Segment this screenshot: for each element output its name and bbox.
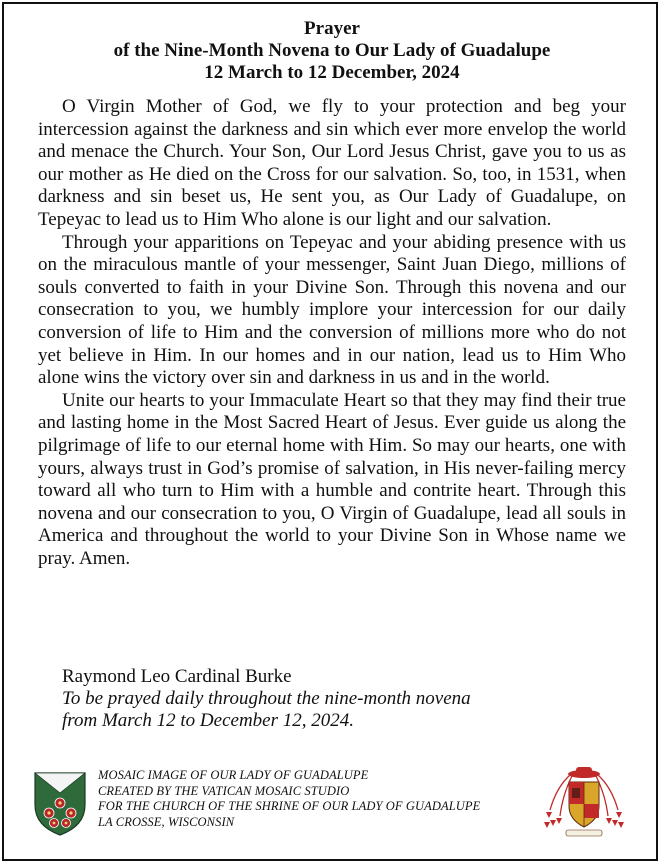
credit-line-3: FOR THE CHURCH OF THE SHRINE OF OUR LADY OF GUADALUPE	[98, 799, 481, 813]
credit-line-4: LA CROSSE, WISCONSIN	[98, 814, 235, 829]
credit-line-1: MOSAIC IMAGE OF OUR LADY OF GUADALUPE	[98, 768, 369, 782]
title-line-3: 12 March to 12 December, 2024	[204, 62, 460, 83]
credits-block	[98, 768, 538, 830]
prayer-paragraph-2: Through your apparitions on Tepeyac and your abiding presence with us on the miraculous mantle of your messenger, Saint Juan Diego, millions of souls converted to faith in your Divine Son. Through this novena and our consecration to you, we humbly implore your intercession for our daily conversion of life to Him and the conversion of millions more who do not yet believe in Him. In our homes and in our nation, lead us to Him Who alone wins the victory over sin and darkness in us and in the world.	[38, 231, 626, 389]
title-line-1: Prayer	[304, 18, 360, 39]
prayer-paragraph-1: O Virgin Mother of God, we fly to your protection and beg your intercession against the darkness and sin which ever more envelop the world and menace the Church. Your Son, Our Lord Jesus Christ, gave you to us as our mother as He died on the Cross for our salvation. So, too, in 1531, when darkness and sin beset us, He sent you, as Our Lady of Guadalupe, on Tepeyac to lead us to Him Who alone is our light and our salvation.	[38, 96, 626, 230]
title-line-2: of the Nine-Month Novena to Our Lady of Guadalupe	[113, 40, 551, 61]
signature-name: Raymond Leo Cardinal Burke	[62, 666, 292, 687]
prayer-paragraph-3: Unite our hearts to your Immaculate Heart so that they may find their true and lasting home in the Most Sacred Heart of Jesus. Ever guide us along the pilgrimage of life to our eternal home with Him. So may our hearts, one with yours, always trust in God’s promise of salvation, in His never-failing mercy toward all who turn to Him with a humble and contrite heart. Through this novena and our consecration to you, O Virgin of Guadalupe, lead all souls in America and throughout the world to your Divine Son in Whose name we pray. Amen.	[38, 389, 626, 569]
credit-line-2: CREATED BY THE VATICAN MOSAIC STUDIO	[98, 783, 350, 798]
prayer-title	[0, 18, 664, 84]
signature-block	[62, 666, 602, 732]
signature-note-line-2: from March 12 to December 12, 2024.	[62, 710, 354, 731]
signature-note-line-1: To be prayed daily throughout the nine-month novena	[62, 688, 471, 709]
prayer-body	[38, 96, 626, 570]
shrine-shield-icon	[33, 771, 87, 837]
cardinal-coat-of-arms-icon	[542, 764, 626, 840]
